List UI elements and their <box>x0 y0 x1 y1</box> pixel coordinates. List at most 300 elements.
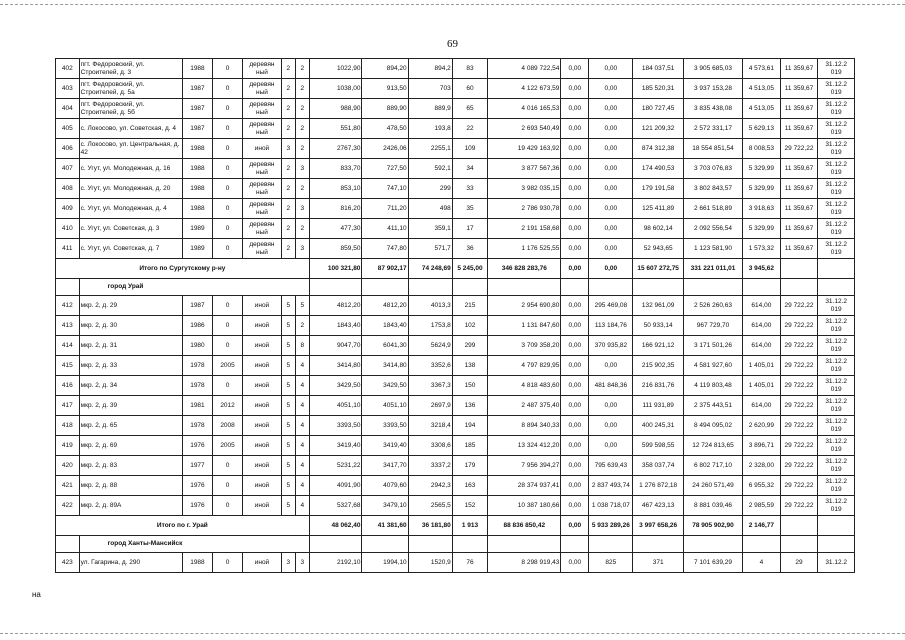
table-cell: 2 <box>281 219 295 239</box>
table-cell: 408 <box>56 179 80 199</box>
table-cell: иной <box>243 476 282 496</box>
table-cell: 5 <box>281 296 295 316</box>
table-cell: 31.12.2 019 <box>818 416 855 436</box>
table-cell: 31.12.2 019 <box>818 79 855 99</box>
table-cell: иной <box>243 416 282 436</box>
table-cell: 359,1 <box>408 219 452 239</box>
table-cell: 1 276 872,18 <box>633 476 684 496</box>
table-cell: 1994,10 <box>362 553 408 573</box>
table-cell: 0 <box>213 376 243 396</box>
table-cell: 498 <box>408 199 452 219</box>
table-cell: 5 629,13 <box>743 119 781 139</box>
table-row <box>56 159 855 179</box>
table-cell: 5 329,99 <box>743 179 781 199</box>
table-row <box>56 79 855 99</box>
table-cell: 2 <box>295 316 309 336</box>
table-cell: 29 722,22 <box>780 456 818 476</box>
table-cell: 29 722,22 <box>780 496 818 516</box>
table-cell: 3337,2 <box>408 456 452 476</box>
table-cell: 76 <box>452 553 487 573</box>
table-cell: 0 <box>213 179 243 199</box>
table-cell: 0,00 <box>561 179 589 199</box>
table-cell: 0 <box>213 456 243 476</box>
table-cell: 0,00 <box>589 219 633 239</box>
empty-cell <box>408 536 452 553</box>
table-cell: 3419,40 <box>362 436 408 456</box>
table-cell: 2 <box>295 139 309 159</box>
table-cell: 8 494 095,02 <box>683 416 742 436</box>
empty-cell <box>818 279 855 296</box>
table-row <box>56 119 855 139</box>
table-cell: 2 <box>281 159 295 179</box>
table-cell: деревян ный <box>243 219 282 239</box>
table-cell: 102 <box>452 316 487 336</box>
table-cell: 0,00 <box>589 139 633 159</box>
total-cell <box>818 516 855 536</box>
empty-cell <box>488 536 561 553</box>
empty-cell <box>683 279 742 296</box>
table-cell: 1987 <box>182 296 212 316</box>
total-cell: 15 607 272,75 <box>633 259 684 279</box>
table-cell: пгт. Федоровский, ул. Строителей, д. 5б <box>79 99 182 119</box>
table-cell: 0,00 <box>561 356 589 376</box>
table-cell: 1 405,01 <box>743 376 781 396</box>
table-cell: 3367,3 <box>408 376 452 396</box>
table-cell: 0 <box>213 139 243 159</box>
table-cell: 6 955,32 <box>743 476 781 496</box>
table-cell: 216 831,76 <box>633 376 684 396</box>
table-cell: 34 <box>452 159 487 179</box>
table-cell: 358 037,74 <box>633 456 684 476</box>
table-cell: 747,80 <box>362 239 408 259</box>
table-cell: 1988 <box>182 59 212 79</box>
table-cell: 0,00 <box>561 79 589 99</box>
table-cell: 422 <box>56 496 80 516</box>
table-cell: 2 092 556,54 <box>683 219 742 239</box>
table-cell: 4051,10 <box>309 396 362 416</box>
table-cell: мкр. 2, д. 34 <box>79 376 182 396</box>
table-cell: 138 <box>452 356 487 376</box>
table-cell: 467 423,13 <box>633 496 684 516</box>
table-cell: 1843,40 <box>362 316 408 336</box>
table-cell: 2426,06 <box>362 139 408 159</box>
table-cell: деревян ный <box>243 199 282 219</box>
table-cell: 185 520,31 <box>633 79 684 99</box>
table-row <box>56 316 855 336</box>
table-cell: 0,00 <box>589 239 633 259</box>
table-cell: 5 <box>281 476 295 496</box>
table-cell: 0 <box>213 476 243 496</box>
total-cell <box>780 516 818 536</box>
empty-cell <box>362 536 408 553</box>
table-cell: 7 956 394,27 <box>488 456 561 476</box>
table-cell: 31.12.2 <box>818 553 855 573</box>
table-cell: 3393,50 <box>309 416 362 436</box>
table-cell: 747,10 <box>362 179 408 199</box>
table-cell: 409 <box>56 199 80 219</box>
total-cell: 5 245,00 <box>452 259 487 279</box>
table-cell: 0,00 <box>561 219 589 239</box>
table-cell: 3417,70 <box>362 456 408 476</box>
table-cell: 4 <box>295 476 309 496</box>
total-cell: 5 933 289,26 <box>589 516 633 536</box>
table-cell: 4 <box>295 376 309 396</box>
table-cell: 3419,40 <box>309 436 362 456</box>
table-cell: 4 581 927,60 <box>683 356 742 376</box>
table-cell: 12 724 813,65 <box>683 436 742 456</box>
table-cell: 853,10 <box>309 179 362 199</box>
table-cell: 98 602,14 <box>633 219 684 239</box>
total-cell: 0,00 <box>561 516 589 536</box>
table-cell: 0 <box>213 79 243 99</box>
table-cell: 3414,80 <box>362 356 408 376</box>
total-cell: 3 997 658,26 <box>633 516 684 536</box>
table-cell: 2 328,00 <box>743 456 781 476</box>
table-cell: с. Угут, ул. Молодежная, д. 16 <box>79 159 182 179</box>
table-cell: 1988 <box>182 179 212 199</box>
table-cell: 0,00 <box>561 59 589 79</box>
total-cell <box>818 259 855 279</box>
table-cell: 5 <box>281 396 295 416</box>
table-cell: 31.12.2 019 <box>818 159 855 179</box>
table-cell: 31.12.2 019 <box>818 456 855 476</box>
table-cell: 11 359,67 <box>780 239 818 259</box>
section-row <box>56 536 855 553</box>
empty-cell <box>488 279 561 296</box>
table-row <box>56 296 855 316</box>
table-cell: 31.12.2 019 <box>818 219 855 239</box>
table-cell: иной <box>243 356 282 376</box>
table-cell: 60 <box>452 79 487 99</box>
table-cell: 19 429 163,92 <box>488 139 561 159</box>
table-cell: 2 <box>281 239 295 259</box>
table-cell: 414 <box>56 336 80 356</box>
table-cell: 1987 <box>182 119 212 139</box>
table-cell: 2 <box>295 119 309 139</box>
table-cell: 4 <box>295 436 309 456</box>
table-cell: 6041,30 <box>362 336 408 356</box>
total-cell: 78 905 902,90 <box>683 516 742 536</box>
table-cell: 1 405,01 <box>743 356 781 376</box>
table-cell: 31.12.2 019 <box>818 99 855 119</box>
table-cell: 50 933,14 <box>633 316 684 336</box>
table-cell: мкр. 2, д. 39 <box>79 396 182 416</box>
table-cell: 6 802 717,10 <box>683 456 742 476</box>
table-cell: 1978 <box>182 416 212 436</box>
table-cell: 31.12.2 019 <box>818 316 855 336</box>
table-cell: 11 359,67 <box>780 59 818 79</box>
table-cell: 2942,3 <box>408 476 452 496</box>
table-cell: мкр. 2, д. 33 <box>79 356 182 376</box>
table-cell: с. Угут, ул. Советская, д. 7 <box>79 239 182 259</box>
table-cell: 3429,50 <box>362 376 408 396</box>
table-cell: 0 <box>213 119 243 139</box>
table-cell: 295 469,08 <box>589 296 633 316</box>
table-cell: 371 <box>633 553 684 573</box>
table-cell: мкр. 2, д. 31 <box>79 336 182 356</box>
table-cell: 481 848,36 <box>589 376 633 396</box>
table-cell: 22 <box>452 119 487 139</box>
table-cell: 2 786 930,78 <box>488 199 561 219</box>
table-cell: 29 722,22 <box>780 416 818 436</box>
table-cell: 8 <box>295 336 309 356</box>
table-cell: 299 <box>452 336 487 356</box>
section-spacer <box>56 279 80 296</box>
table-cell: 3429,50 <box>309 376 362 396</box>
table-cell: деревян ный <box>243 99 282 119</box>
table-cell: 4 <box>295 456 309 476</box>
table-cell: 5 <box>281 356 295 376</box>
table-cell: 5327,68 <box>309 496 362 516</box>
table-cell: 1986 <box>182 316 212 336</box>
table-cell: с. Локосово, ул. Центральная, д. 42 <box>79 139 182 159</box>
housing-register-table <box>55 58 855 573</box>
table-cell: 0,00 <box>561 296 589 316</box>
table-cell: 2 526 260,63 <box>683 296 742 316</box>
table-cell: 28 374 937,41 <box>488 476 561 496</box>
table-cell: 3479,10 <box>362 496 408 516</box>
table-cell: 0,00 <box>561 553 589 573</box>
table-row <box>56 553 855 573</box>
empty-cell <box>309 279 362 296</box>
table-cell: 29 722,22 <box>780 436 818 456</box>
table-cell: 2 572 331,17 <box>683 119 742 139</box>
table-cell: 18 554 851,54 <box>683 139 742 159</box>
table-cell: 2 <box>295 179 309 199</box>
table-cell: 0 <box>213 239 243 259</box>
empty-cell <box>780 279 818 296</box>
table-cell: 180 727,45 <box>633 99 684 119</box>
bottom-scan-border <box>0 633 905 634</box>
table-cell: 3 <box>295 239 309 259</box>
table-cell: 0,00 <box>561 336 589 356</box>
table-cell: 5 <box>295 296 309 316</box>
table-cell: 0 <box>213 159 243 179</box>
table-cell: 31.12.2 019 <box>818 139 855 159</box>
table-cell: 0 <box>213 59 243 79</box>
table-cell: 4 573,61 <box>743 59 781 79</box>
table-cell: 420 <box>56 456 80 476</box>
table-row <box>56 436 855 456</box>
table-cell: 31.12.2 019 <box>818 59 855 79</box>
table-cell: 29 722,22 <box>780 139 818 159</box>
table-cell: 0,00 <box>561 436 589 456</box>
table-cell: 415 <box>56 356 80 376</box>
table-cell: 3 937 153,28 <box>683 79 742 99</box>
table-cell: 5624,9 <box>408 336 452 356</box>
total-cell: 36 181,80 <box>408 516 452 536</box>
table-cell: 2 954 690,80 <box>488 296 561 316</box>
table-cell: 5 <box>281 376 295 396</box>
table-cell: 111 931,89 <box>633 396 684 416</box>
table-cell: 4 <box>295 416 309 436</box>
table-cell: 1 131 847,60 <box>488 316 561 336</box>
table-cell: 416 <box>56 376 80 396</box>
table-cell: 7 101 639,29 <box>683 553 742 573</box>
table-cell: 859,50 <box>309 239 362 259</box>
table-cell: 13 324 412,20 <box>488 436 561 456</box>
table-cell: 29 722,22 <box>780 376 818 396</box>
total-cell: 331 221 011,01 <box>683 259 742 279</box>
table-cell: 477,30 <box>309 219 362 239</box>
table-cell: 614,00 <box>743 336 781 356</box>
total-cell: 88 836 850,42 <box>488 516 561 536</box>
table-cell: 5 <box>281 456 295 476</box>
table-cell: 967 729,70 <box>683 316 742 336</box>
table-cell: 614,00 <box>743 316 781 336</box>
table-cell: иной <box>243 336 282 356</box>
table-cell: 5 <box>281 436 295 456</box>
table-cell: 0 <box>213 99 243 119</box>
table-cell: 0,00 <box>561 456 589 476</box>
table-cell: 0,00 <box>561 316 589 336</box>
table-cell: 1988 <box>182 159 212 179</box>
table-cell: 179 <box>452 456 487 476</box>
table-cell: иной <box>243 376 282 396</box>
table-cell: 31.12.2 019 <box>818 296 855 316</box>
table-cell: 29 722,22 <box>780 356 818 376</box>
table-cell: 29 722,22 <box>780 316 818 336</box>
total-cell: 41 381,60 <box>362 516 408 536</box>
total-cell: 1 913 <box>452 516 487 536</box>
table-cell: 3 802 843,57 <box>683 179 742 199</box>
table-cell: 571,7 <box>408 239 452 259</box>
empty-cell <box>452 279 487 296</box>
empty-cell <box>309 536 362 553</box>
table-cell: иной <box>243 139 282 159</box>
table-row <box>56 376 855 396</box>
table-cell: 0,00 <box>589 199 633 219</box>
total-cell: 0,00 <box>589 259 633 279</box>
empty-cell <box>589 279 633 296</box>
table-cell: 163 <box>452 476 487 496</box>
table-cell: 4 <box>295 356 309 376</box>
table-cell: 2 <box>281 119 295 139</box>
table-cell: с. Угут, ул. Молодежная, д. 4 <box>79 199 182 219</box>
table-cell: 121 209,32 <box>633 119 684 139</box>
table-cell: иной <box>243 436 282 456</box>
table-cell: 0,00 <box>561 119 589 139</box>
table-cell: 109 <box>452 139 487 159</box>
top-scan-border <box>0 4 905 5</box>
table-row <box>56 416 855 436</box>
table-cell: 185 <box>452 436 487 456</box>
table-cell: 3 <box>281 553 295 573</box>
table-cell: 0 <box>213 199 243 219</box>
table-cell: 1976 <box>182 496 212 516</box>
table-cell: иной <box>243 496 282 516</box>
table-row <box>56 476 855 496</box>
table-cell: 184 037,51 <box>633 59 684 79</box>
table-cell: 1976 <box>182 476 212 496</box>
table-cell: 0,00 <box>561 396 589 416</box>
empty-cell <box>561 536 589 553</box>
table-cell: 889,90 <box>362 99 408 119</box>
table-cell: 4812,20 <box>362 296 408 316</box>
total-cell: 3 945,62 <box>743 259 781 279</box>
table-cell: 411 <box>56 239 80 259</box>
table-cell: 31.12.2 019 <box>818 239 855 259</box>
table-cell: 551,80 <box>309 119 362 139</box>
table-cell: 2 693 540,49 <box>488 119 561 139</box>
table-cell: 11 359,67 <box>780 179 818 199</box>
total-label: Итого по г. Урай <box>56 516 310 536</box>
table-cell: 5 329,99 <box>743 159 781 179</box>
table-cell: 0,00 <box>561 496 589 516</box>
table-cell: 2192,10 <box>309 553 362 573</box>
empty-cell <box>408 279 452 296</box>
table-cell: 2767,30 <box>309 139 362 159</box>
table-cell: 711,20 <box>362 199 408 219</box>
table-cell: иной <box>243 456 282 476</box>
table-row <box>56 396 855 416</box>
table-cell: мкр. 2, д. 30 <box>79 316 182 336</box>
table-cell: 2 837 493,74 <box>589 476 633 496</box>
table-cell: 3308,6 <box>408 436 452 456</box>
table-cell: 2 <box>281 99 295 119</box>
table-cell: 150 <box>452 376 487 396</box>
table-cell: 2 <box>281 199 295 219</box>
table-cell: 478,50 <box>362 119 408 139</box>
table-cell: 1976 <box>182 436 212 456</box>
table-cell: мкр. 2, д. 29 <box>79 296 182 316</box>
table-cell: 2255,1 <box>408 139 452 159</box>
table-row <box>56 179 855 199</box>
table-row <box>56 336 855 356</box>
table-cell: 2 985,59 <box>743 496 781 516</box>
table-cell: 31.12.2 019 <box>818 396 855 416</box>
table-cell: 11 359,67 <box>780 79 818 99</box>
table-cell: 874 312,38 <box>633 139 684 159</box>
footnote-text: на <box>32 590 41 599</box>
table-cell: иной <box>243 553 282 573</box>
table-cell: 31.12.2 019 <box>818 119 855 139</box>
table-cell: 1989 <box>182 239 212 259</box>
table-cell: 31.12.2 019 <box>818 376 855 396</box>
table-cell: деревян ный <box>243 59 282 79</box>
table-cell: 1 573,32 <box>743 239 781 259</box>
table-cell: 2 <box>281 79 295 99</box>
table-cell: 4079,60 <box>362 476 408 496</box>
table-cell: 0,00 <box>589 99 633 119</box>
table-cell: 1978 <box>182 356 212 376</box>
section-title: город Ханты-Мансийск <box>79 536 309 553</box>
table-cell: 4 122 673,59 <box>488 79 561 99</box>
table-cell: 1987 <box>182 79 212 99</box>
total-label: Итого по Сургутскому р-ну <box>56 259 310 279</box>
table-cell: 33 <box>452 179 487 199</box>
table-cell: 0,00 <box>589 59 633 79</box>
table-cell: 3 982 035,15 <box>488 179 561 199</box>
table-cell: ул. Гагарина, д. 290 <box>79 553 182 573</box>
table-cell: 4 016 165,53 <box>488 99 561 119</box>
table-cell: 8 881 039,46 <box>683 496 742 516</box>
table-cell: мкр. 2, д. 89А <box>79 496 182 516</box>
table-cell: 3414,80 <box>309 356 362 376</box>
table-cell: иной <box>243 396 282 416</box>
table-cell: 1988 <box>182 199 212 219</box>
table-cell: 0 <box>213 316 243 336</box>
table-cell: 31.12.2 019 <box>818 496 855 516</box>
table-cell: 2565,5 <box>408 496 452 516</box>
table-cell: 2 <box>295 219 309 239</box>
table-cell: 5 <box>281 496 295 516</box>
empty-cell <box>589 536 633 553</box>
section-spacer <box>56 536 80 553</box>
table-cell: 2 <box>295 59 309 79</box>
table-cell: 413 <box>56 316 80 336</box>
table-cell: 0,00 <box>589 79 633 99</box>
